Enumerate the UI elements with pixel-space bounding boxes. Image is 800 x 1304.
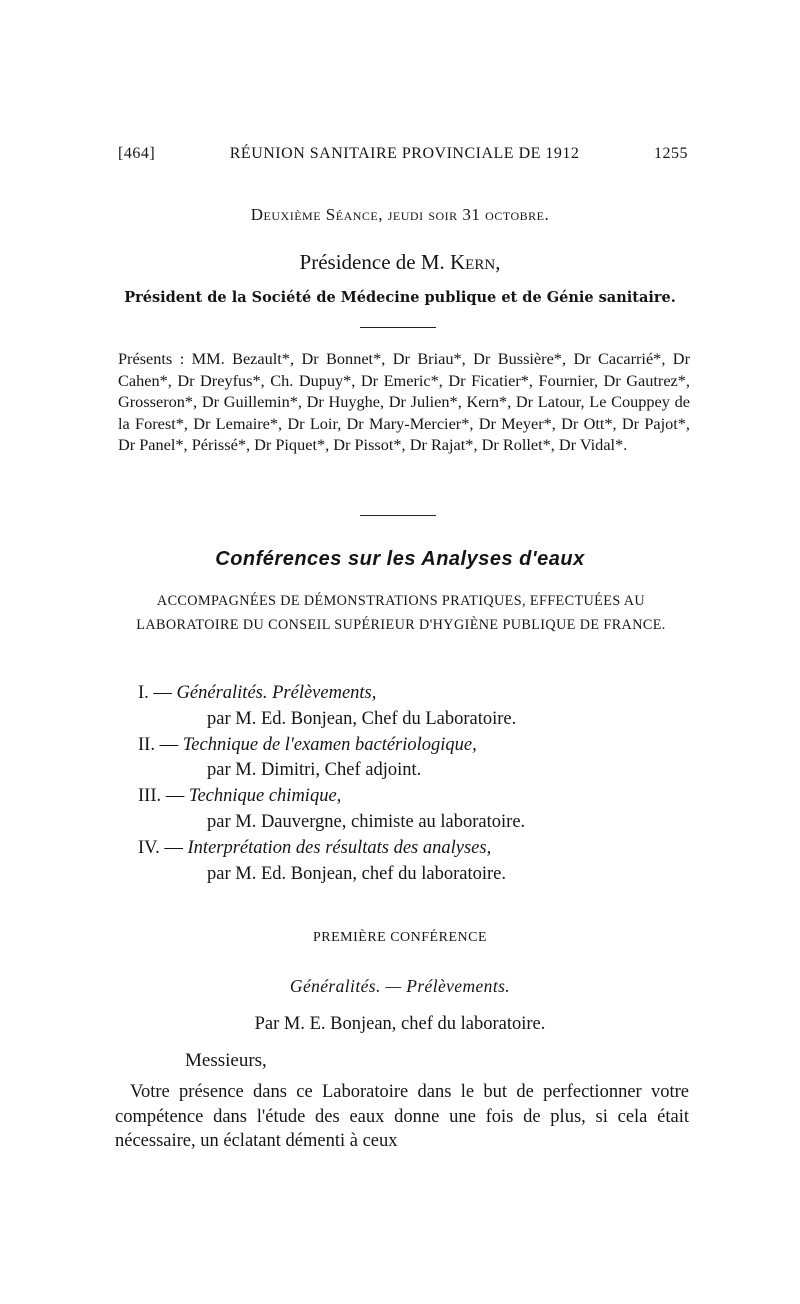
running-header — [118, 145, 688, 163]
first-conference-speaker: Par M. E. Bonjean, chef du laboratoire. — [254, 1014, 546, 1034]
president-name: Kern — [450, 250, 496, 274]
conferences-title: Conférences sur les Analyses d'eaux — [215, 548, 585, 570]
program-number: I. — — [138, 683, 172, 703]
program-title: Généralités. Prélèvements, — [176, 683, 377, 703]
page-reference: [464] — [118, 145, 156, 162]
presidence-line — [100, 250, 700, 275]
conference-program — [138, 681, 698, 887]
page-number: 1255 — [653, 145, 688, 162]
program-title: Technique de l'examen bactériologique, — [182, 734, 477, 755]
program-title: Technique chimique, — [188, 786, 342, 807]
conferences-subtitle: ACCOMPAGNÉES DE DÉMONSTRATIONS PRATIQUES, EFFECTUÉES AU LABORATOIRE DU CONSEIL SUPÉRIEUR D'HYGIÈNE PUBLIQUE DE FRANCE. — [136, 593, 666, 633]
president-description: Président de la Société de Médecine publique et de Génie sanitaire. — [124, 289, 676, 306]
program-item — [138, 681, 698, 733]
program-speaker: par M. Dauvergne, chimiste au laboratoire. — [207, 811, 526, 832]
salutation: Messieurs, — [185, 1050, 267, 1071]
program-title: Interprétation des résultats des analyses, — [187, 837, 492, 858]
program-number: II. — — [138, 734, 179, 755]
first-conference-subheading: Généralités. — Prélèvements. — [289, 976, 511, 996]
presidence-label: Présidence de M. — [299, 250, 445, 274]
session-title: Deuxième Séance, jeudi soir 31 octobre. — [250, 205, 550, 224]
program-speaker: par M. Ed. Bonjean, Chef du Laboratoire. — [207, 708, 517, 729]
running-title: RÉUNION SANITAIRE PROVINCIALE DE 1912 — [229, 145, 580, 162]
program-number: III. — — [138, 786, 185, 807]
attendees-list: Présents : MM. Bezault*, Dr Bonnet*, Dr Briau*, Dr Bussière*, Dr Cacarrié*, Dr Cahen*, Dr Dreyfus*, Ch. Dupuy*, Dr Emeric*, Dr Ficatier*, Fournier, Dr Gautrez*, Grosseron*, Dr Guillemin*, Dr Huyghe, Dr Julien*, Kern*, Dr Latour, Le Couppey de la Forest*, Dr Lemaire*, Dr Loir, Dr Mary-Mercier*, Dr Meyer*, Dr Ott*, Dr Pajot*, Dr Panel*, Périssé*, Dr Piquet*, Dr Pissot*, Dr Rajat*, Dr Rollet*, Dr Vidal*. — [118, 349, 690, 455]
program-item — [138, 733, 698, 785]
section-divider — [360, 515, 436, 516]
program-number: IV. — — [138, 837, 183, 858]
program-speaker: par M. Ed. Bonjean, chef du laboratoire. — [207, 863, 506, 884]
program-speaker: par M. Dimitri, Chef adjoint. — [207, 760, 422, 781]
presidence-suffix: , — [495, 250, 501, 274]
body-paragraph: Votre présence dans ce Laboratoire dans le but de perfectionner votre compétence dans l'étude des eaux donne une fois de plus, si cela était nécessaire, un éclatant démenti à ceux — [115, 1082, 689, 1151]
first-conference-heading: PREMIÈRE CONFÉRENCE — [312, 930, 487, 945]
section-divider — [360, 327, 436, 328]
program-item — [138, 836, 698, 888]
program-item — [138, 784, 698, 836]
